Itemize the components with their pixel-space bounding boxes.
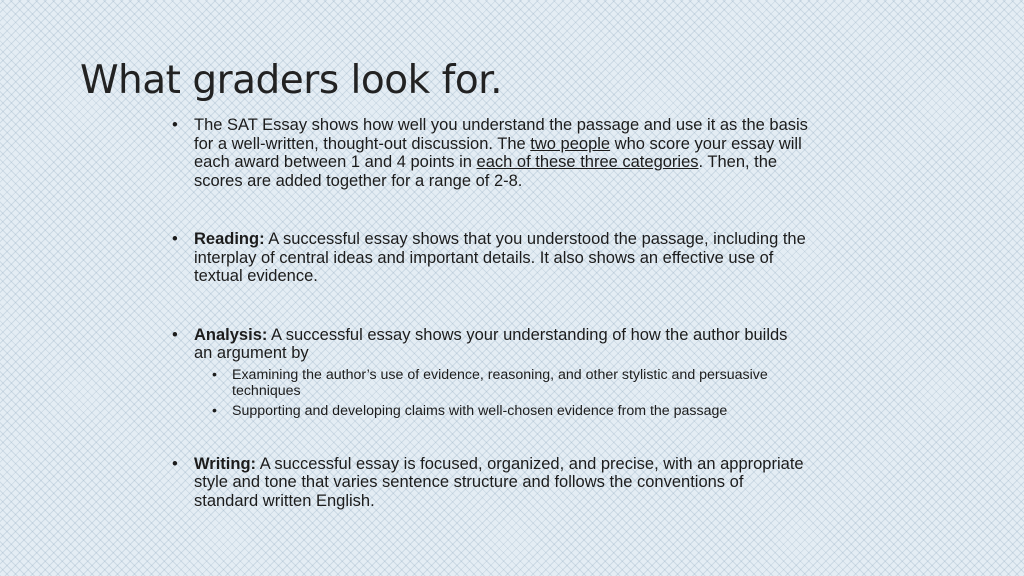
sub-bullet-supporting: • Supporting and developing claims with well-chosen evidence from the passage: [210, 403, 810, 419]
intro-text-2: who score your essay will each award between 1 and 4 points in: [194, 134, 802, 171]
intro-underline-two-people: two people: [530, 134, 611, 153]
bullet-reading: [170, 230, 810, 286]
intro-underline-categories: each of these three categories: [476, 153, 699, 171]
bullet-list: [170, 116, 810, 510]
bullet-analysis: [170, 326, 810, 363]
bullet-intro: [170, 116, 810, 190]
sub-bullet-examining: • Examining the author’s use of evidence, reasoning, and other stylistic and persuasive techniques: [210, 367, 810, 399]
writing-text: A successful essay is focused, organized, and precise, with an appropriate style and tone that varies sentence structure and follows the conventions of standard written English.: [194, 454, 804, 510]
analysis-label: Analysis:: [194, 325, 268, 344]
reading-text: A successful essay shows that you understood the passage, including the interplay of central ideas and important details. It also shows an effective use of textual evidence.: [194, 230, 806, 285]
analysis-text: A successful essay shows your understanding of how the author builds an argument by: [194, 325, 788, 362]
bullet-writing: [170, 455, 810, 511]
writing-label: Writing:: [194, 454, 257, 473]
slide-title: What graders look for.: [80, 58, 503, 103]
intro-text-3: . Then, the scores are added together for a range of 2-8.: [194, 153, 778, 190]
reading-label: Reading:: [194, 230, 265, 248]
intro-text-1: The SAT Essay shows how well you understand the passage and use it as the basis for a well-written, thought-out discussion. The: [194, 116, 808, 153]
